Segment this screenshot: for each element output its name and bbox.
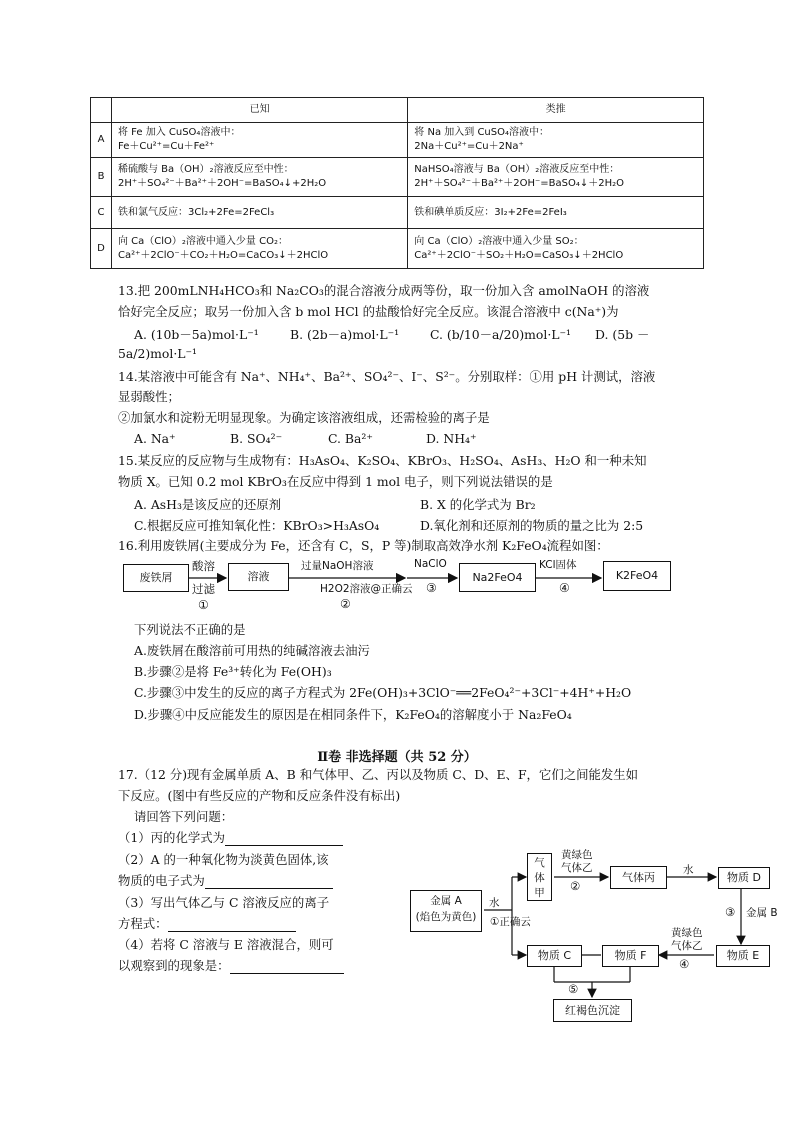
flow-step4-top: KCl固体	[539, 559, 577, 571]
cell-text: Ca²⁺＋2ClO⁻＋SO₂＋H₂O=CaSO₃↓＋2HClO	[414, 249, 624, 261]
row-label: D	[91, 229, 112, 269]
row-label: C	[91, 197, 112, 229]
q14-option-b: B. SO₄²⁻	[230, 431, 283, 446]
cell-text: Fe＋Cu²⁺=Cu＋Fe²⁺	[118, 141, 215, 152]
diagram-box-gas-bing: 气体丙	[610, 866, 667, 889]
q17-part-3b-text: 方程式：	[118, 916, 168, 931]
q14-option-c: C. Ba²⁺	[328, 431, 373, 446]
flow-step1-num: ①	[198, 598, 209, 612]
q17-line-2: 下反应。(图中有些反应的产物和反应条件没有标出)	[118, 788, 401, 803]
cell-text: 将 Fe 加入 CuSO₄溶液中：	[118, 127, 241, 138]
row-label: A	[91, 123, 112, 158]
q15-option-d: D.氧化剂和还原剂的物质的量之比为 2:5	[420, 518, 644, 533]
flow-step2-top: 过量NaOH溶液	[301, 560, 374, 572]
diagram-step-3: ③	[725, 905, 736, 919]
q13-option-a: A. (10b－5a)mol·L⁻¹	[134, 327, 259, 342]
diagram-water-1: 水	[489, 897, 500, 909]
q13-line-1: 13.把 200mLNH₄HCO₃和 Na₂CO₃的混合溶液分成两等份，取一份加入含 amolNaOH 的溶液	[118, 283, 650, 298]
flow-box-k2feo4: K2FeO4	[603, 561, 671, 591]
q15-line-1: 15.某反应的反应物与生成物有：H₃AsO₄、K₂SO₄、KBrO₃、H₂SO₄、AsH₃、H₂O 和一种未知	[118, 453, 647, 468]
metal-a-note: (焰色为黄色)	[415, 911, 477, 923]
table-header-analog: 类推	[408, 98, 704, 123]
cell-text: Ca²⁺＋2ClO⁻＋CO₂＋H₂O=CaCO₃↓＋2HClO	[118, 249, 329, 261]
q14-line-3: ②加氯水和淀粉无明显现象。为确定该溶液组成，还需检验的离子是	[118, 410, 490, 425]
cell-text: NaHSO₄溶液与 Ba（OH）₂溶液反应至中性：	[414, 164, 620, 175]
diagram-box-e: 物质 E	[716, 945, 770, 967]
flow-step2-bottom: H2O2溶液@正确云	[320, 583, 413, 595]
diagram-box-gas-jia	[527, 853, 552, 901]
diagram-yellowgreen-1: 黄绿色	[561, 849, 593, 861]
q13-option-c: C. (b/10－a/20)mol·L⁻¹	[430, 327, 572, 342]
q15-line-2: 物质 X。已知 0.2 mol KBrO₃在反应中得到 1 mol 电子，则下列说法错误的是	[118, 474, 553, 489]
metal-a-label: 金属 A	[430, 895, 462, 907]
answer-blank-2[interactable]	[205, 875, 333, 889]
q13-option-d: D. (5b －	[595, 327, 650, 342]
q17-part-4b	[118, 958, 344, 974]
q17-part-4a: （4）若将 C 溶液与 E 溶液混合，则可	[118, 937, 334, 952]
flow-step2-num: ②	[340, 597, 351, 611]
cell-text: 稀硫酸与 Ba（OH）₂溶液反应至中性：	[118, 164, 294, 175]
q17-line-3: 请回答下列问题：	[134, 809, 234, 824]
flow-step1-top: 酸溶	[192, 559, 215, 573]
q14-line-2: 显弱酸性；	[118, 389, 180, 404]
gas-jia-char: 甲	[534, 887, 545, 899]
q16-line-1: 16.利用废铁屑(主要成分为 Fe，还含有 C，S，P 等)制取高效净水剂 K₂FeO₄流程如图：	[118, 538, 609, 553]
cell-text: 2H⁺＋SO₄²⁻＋Ba²⁺＋2OH⁻=BaSO₄↓+2H₂O	[118, 178, 327, 189]
q13-option-b: B. (2b－a)mol·L⁻¹	[290, 327, 400, 342]
diagram-box-metal-a	[410, 890, 482, 932]
q17-part-2a: （2）A 的一种氧化物为淡黄色固体,该	[118, 852, 329, 867]
diagram-step-2: ②	[570, 879, 581, 893]
q15-option-b: B. X 的化学式为 Br₂	[420, 497, 536, 512]
flow-box-solution: 溶液	[228, 563, 289, 591]
row-label: B	[91, 158, 112, 197]
q15-option-c: C.根据反应可推知氧化性：KBrO₃>H₃AsO₄	[134, 518, 380, 533]
q17-part-2b-text: 物质的电子式为	[118, 873, 205, 888]
q14-option-a: A. Na⁺	[134, 431, 176, 446]
q14-option-d: D. NH₄⁺	[426, 431, 477, 446]
gas-jia-char: 体	[534, 872, 545, 884]
q16-stem: 下列说法不正确的是	[134, 622, 246, 637]
q16-option-c: C.步骤③中发生的反应的离子方程式为 2Fe(OH)₃+3ClO⁻══2FeO₄²⁻+3Cl⁻+4H⁺+H₂O	[134, 685, 632, 700]
diagram-box-f: 物质 F	[602, 945, 659, 967]
q16-option-d: D.步骤④中反应能发生的原因是在相同条件下，K₂FeO₄的溶解度小于 Na₂FeO₄	[134, 707, 572, 722]
diagram-box-d: 物质 D	[718, 867, 770, 889]
q17-part-3b	[118, 916, 296, 932]
gas-jia-char: 气	[534, 857, 545, 869]
q17-part-3a: （3）写出气体乙与 C 溶液反应的离子	[118, 895, 330, 910]
diagram-water-2: 水	[683, 864, 694, 876]
answer-blank-1[interactable]	[225, 832, 343, 846]
q17-part-2b	[118, 873, 333, 889]
q13-option-d-cont: 5a/2)mol·L⁻¹	[118, 346, 198, 361]
answer-blank-3[interactable]	[168, 918, 296, 932]
diagram-box-precipitate: 红褐色沉淀	[553, 999, 632, 1022]
cell-text: 铁和氯气反应：3Cl₂+2Fe=2FeCl₃	[118, 206, 275, 218]
cell-text: 2Na＋Cu²⁺=Cu＋2Na⁺	[414, 141, 524, 152]
flow-step3-top: NaClO	[414, 558, 447, 570]
section-heading: Ⅱ卷 非选择题（共 52 分）	[317, 750, 477, 765]
table-header-known: 已知	[112, 98, 408, 123]
diagram-step-1: ①正确云	[490, 916, 531, 928]
q17-line-1: 17.（12 分)现有金属单质 A、B 和气体甲、乙、丙以及物质 C、D、E、F，它们之间能发生如	[118, 767, 639, 782]
diagram-gas-yi-2: 气体乙	[671, 940, 703, 952]
cell-text: 将 Na 加入到 CuSO₄溶液中：	[414, 127, 549, 138]
cell-text: 2H⁺＋SO₄²⁻＋Ba²⁺＋2OH⁻=BaSO₄↓＋2H₂O	[414, 178, 625, 189]
flow-step4-num: ④	[559, 581, 570, 595]
cell-text: 向 Ca（ClO）₂溶液中通入少量 SO₂：	[414, 235, 584, 247]
diagram-yellowgreen-2: 黄绿色	[671, 927, 703, 939]
q13-line-2: 恰好完全反应；取另一份加入含 b mol HCl 的盐酸恰好完全反应。该混合溶液中 c(Na⁺)为	[118, 304, 619, 319]
q17-part-1	[118, 830, 343, 846]
diagram-gas-yi-1: 气体乙	[561, 862, 593, 874]
answer-blank-4[interactable]	[230, 960, 344, 974]
q16-option-a: A.废铁屑在酸溶前可用热的纯碱溶液去油污	[134, 643, 370, 658]
q17-part-1-text: （1）丙的化学式为	[118, 830, 226, 845]
flow-box-na2feo4: Na2FeO4	[459, 563, 536, 592]
cell-text: 铁和碘单质反应：3I₂+2Fe=2FeI₃	[414, 206, 567, 218]
diagram-step-5: ⑤	[568, 982, 579, 996]
q17-part-4b-text: 以观察到的现象是：	[118, 958, 230, 973]
cell-text: 向 Ca（ClO）₂溶液中通入少量 CO₂：	[118, 235, 288, 247]
diagram-box-c: 物质 C	[527, 945, 582, 967]
flow-box-scrap-iron: 废铁屑	[123, 564, 189, 592]
flow-step1-bottom: 过滤	[192, 582, 215, 596]
q14-line-1: 14.某溶液中可能含有 Na⁺、NH₄⁺、Ba²⁺、SO₄²⁻、I⁻、S²⁻。分别取样：①用 pH 计测试，溶液	[118, 369, 656, 384]
q15-option-a: A. AsH₃是该反应的还原剂	[134, 497, 282, 512]
q16-option-b: B.步骤②是将 Fe³⁺转化为 Fe(OH)₃	[134, 664, 332, 679]
flow-step3-num: ③	[426, 581, 437, 595]
diagram-metal-b: 金属 B	[746, 907, 778, 919]
diagram-step-4: ④	[679, 957, 690, 971]
